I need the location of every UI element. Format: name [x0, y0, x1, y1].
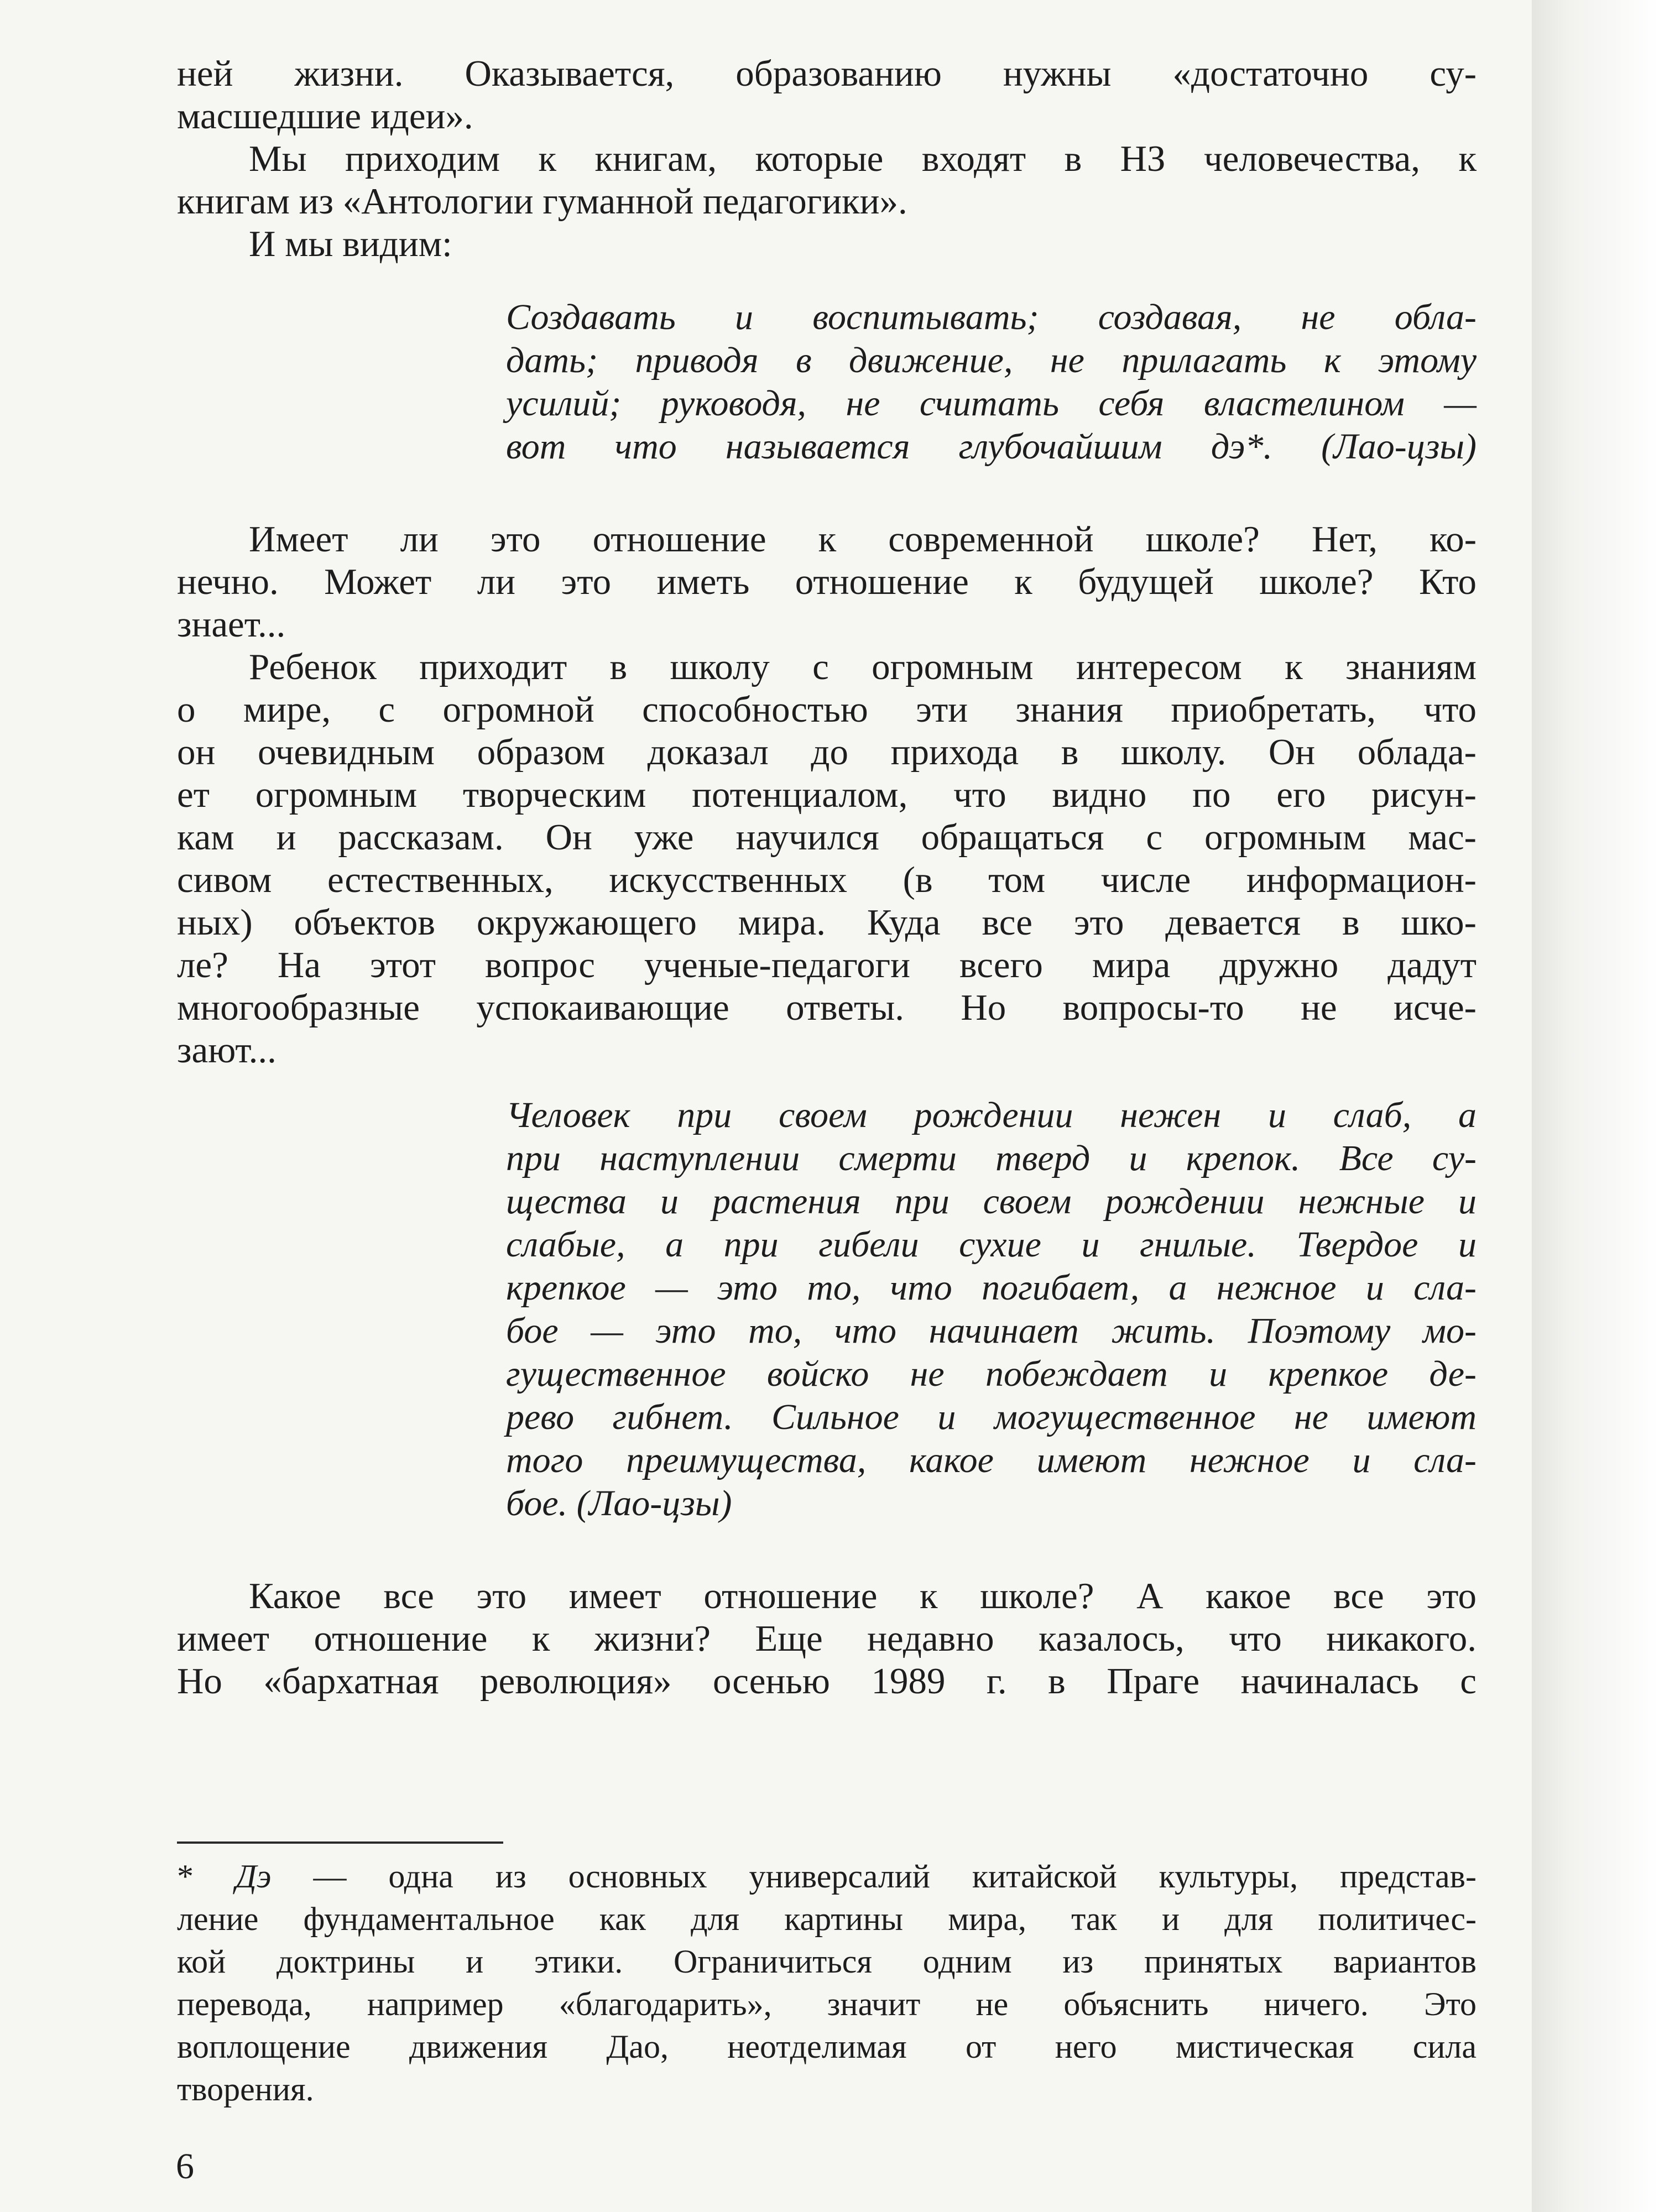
- text-line: кам и рассказам. Он уже научился обращаться с огромным мас-: [177, 817, 1477, 858]
- footnote-line: [177, 1855, 1477, 1898]
- footnote-divider: [177, 1841, 503, 1844]
- quote-line: Создавать и воспитывать; создавая, не обла-: [506, 297, 1477, 337]
- footnote-line: воплощение движения Дао, неотделимая от него мистическая сила: [177, 2028, 1477, 2065]
- footnote-line: ление фундаментальное как для картины мира, так и для политичес-: [177, 1901, 1477, 1937]
- text-line: ле? На этот вопрос ученые-педагоги всего мира дружно дадут: [177, 945, 1477, 985]
- text-line: нечно. Может ли это иметь отношение к будущей школе? Кто: [177, 561, 1477, 602]
- page-number: 6: [176, 2146, 194, 2187]
- footnote: [177, 1855, 1477, 2111]
- quote-line: вот что называется глубочайшим дэ*. (Лао-цзы): [506, 426, 1477, 467]
- text-line: имеет отношение к жизни? Еще недавно казалось, что никакого.: [177, 1618, 1477, 1659]
- quote-line: щества и растения при своем рождении нежные и: [506, 1181, 1477, 1222]
- footnote-line: кой доктрины и этики. Ограничиться одним из принятых вариантов: [177, 1943, 1477, 1980]
- epigraph-quote: [506, 1094, 1477, 1525]
- quote-line: гущественное войско не побеждает и крепкое де-: [506, 1354, 1477, 1394]
- quote-line: рево гибнет. Сильное и могущественное не имеют: [506, 1397, 1477, 1437]
- spacer: [177, 265, 1477, 296]
- footnote-line: творения.: [177, 2071, 314, 2107]
- text-line: знает...: [177, 604, 286, 645]
- text-line: ней жизни. Оказывается, образованию нужны «достаточно су-: [177, 53, 1477, 94]
- spacer: [177, 468, 1477, 518]
- quote-line: бое. (Лао-цзы): [506, 1483, 732, 1524]
- quote-line: усилий; руководя, не считать себя властелином —: [506, 383, 1477, 424]
- main-text: [177, 53, 1477, 1703]
- text-line: ных) объектов окружающего мира. Куда все это девается в шко-: [177, 902, 1477, 943]
- text-line: зают...: [177, 1030, 276, 1071]
- quote-line: Человек при своем рождении нежен и слаб, а: [506, 1095, 1477, 1135]
- quote-line: крепкое — это то, что погибает, а нежное и сла-: [506, 1267, 1477, 1308]
- text-line: сивом естественных, искусственных (в том числе информацион-: [177, 859, 1477, 900]
- quote-line: дать; приводя в движение, не прилагать к этому: [506, 340, 1477, 380]
- footnote-term: Дэ: [235, 1858, 272, 1895]
- quote-line: бое — это то, что начинает жить. Поэтому мо-: [506, 1311, 1477, 1351]
- page-edge-shadow: [1532, 0, 1659, 2212]
- footnote-text: — одна из основных универсалий китайской культуры, представ-: [271, 1858, 1477, 1895]
- text-line: он очевидным образом доказал до прихода в школу. Он облада-: [177, 732, 1477, 773]
- text-line: Какое все это имеет отношение к школе? А какое все это: [249, 1575, 1477, 1616]
- epigraph-quote: [506, 296, 1477, 468]
- text-line: Ребенок приходит в школу с огромным интересом к знаниям: [249, 646, 1477, 687]
- quote-line: того преимущества, какое имеют нежное и сла-: [506, 1440, 1477, 1480]
- footnote-line: перевода, например «благодарить», значит не объяснить ничего. Это: [177, 1986, 1477, 2022]
- text-line: о мире, с огромной способностью эти знания приобретать, что: [177, 689, 1477, 730]
- quote-line: слабые, а при гибели сухие и гнилые. Твердое и: [506, 1224, 1477, 1265]
- text-line: книгам из «Антологии гуманной педагогики».: [177, 181, 907, 222]
- text-line: многообразные успокаивающие ответы. Но вопросы-то не исче-: [177, 987, 1477, 1028]
- spacer: [177, 1072, 1477, 1094]
- text-line: ет огромным творческим потенциалом, что видно по его рисун-: [177, 774, 1477, 815]
- text-line: И мы видим:: [249, 223, 452, 264]
- footnote-marker: *: [177, 1858, 194, 1895]
- text-line: Но «бархатная революция» осенью 1989 г. в Праге начиналась с: [177, 1661, 1477, 1702]
- quote-line: при наступлении смерти тверд и крепок. Все су-: [506, 1138, 1477, 1178]
- spacer: [177, 1525, 1477, 1575]
- text-line: масшедшие идеи».: [177, 96, 473, 137]
- text-line: Мы приходим к книгам, которые входят в НЗ человечества, к: [249, 138, 1477, 179]
- text-line: Имеет ли это отношение к современной школе? Нет, ко-: [249, 519, 1477, 560]
